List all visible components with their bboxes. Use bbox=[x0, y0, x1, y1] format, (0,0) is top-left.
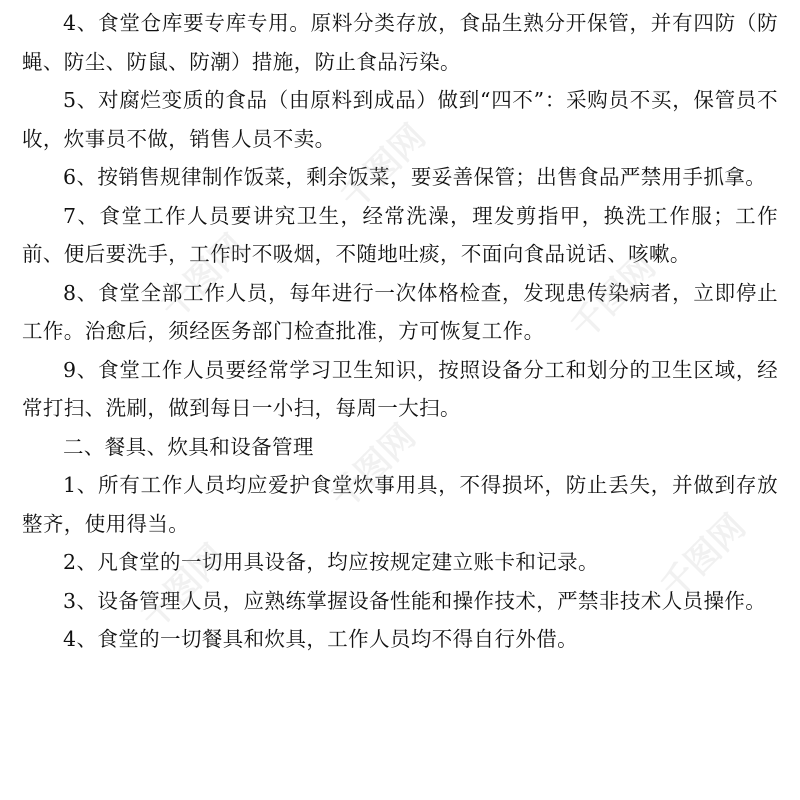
paragraph-utensils-4: 4、食堂的一切餐具和炊具，工作人员均不得自行外借。 bbox=[63, 627, 579, 651]
watermark: 千图网 bbox=[323, 416, 424, 518]
section-heading-utensils: 二、餐具、炊具和设备管理 bbox=[63, 434, 314, 459]
paragraph-item-5: 5、对腐烂变质的食品（由原料到成品）做到“四不”：采购员不买，保管员不收，炊事员不做，销售人员不卖。 bbox=[22, 88, 778, 151]
watermark: 千图网 bbox=[133, 536, 234, 638]
watermark: 千图网 bbox=[563, 246, 664, 348]
watermark: 千图网 bbox=[653, 506, 754, 608]
watermark: 千图网 bbox=[153, 226, 254, 328]
paragraph-utensils-3: 3、设备管理人员，应熟练掌握设备性能和操作技术，严禁非技术人员操作。 bbox=[63, 588, 767, 613]
paragraph-item-8: 8、食堂全部工作人员，每年进行一次体格检查，发现患传染病者，立即停止工作。治愈后，须经医务部门检查批准，方可恢复工作。 bbox=[22, 280, 778, 343]
paragraph-item-9: 9、食堂工作人员要经常学习卫生知识，按照设备分工和划分的卫生区域，经常打扫、洗刷，做到每日一小扫，每周一大扫。 bbox=[22, 357, 778, 420]
paragraph-item-6: 6、按销售规律制作饭菜，剩余饭菜，要妥善保管；出售食品严禁用手抓拿。 bbox=[63, 165, 767, 189]
paragraph-utensils-2: 2、凡食堂的一切用具设备，均应按规定建立账卡和记录。 bbox=[63, 550, 599, 574]
paragraph-item-4: 4、食堂仓库要专库专用。原料分类存放，食品生熟分开保管，并有四防（防蝇、防尘、防鼠、防潮）措施，防止食品污染。 bbox=[22, 11, 778, 74]
paragraph-utensils-1: 1、所有工作人员均应爱护食堂炊事用具，不得损坏，防止丢失，并做到存放整齐，使用得当。 bbox=[22, 473, 778, 536]
watermark: 千图网 bbox=[333, 116, 434, 218]
paragraph-item-7: 7、食堂工作人员要讲究卫生，经常洗澡，理发剪指甲，换洗工作服；工作前、便后要洗手，工作时不吸烟，不随地吐痰，不面向食品说话、咳嗽。 bbox=[22, 203, 778, 266]
